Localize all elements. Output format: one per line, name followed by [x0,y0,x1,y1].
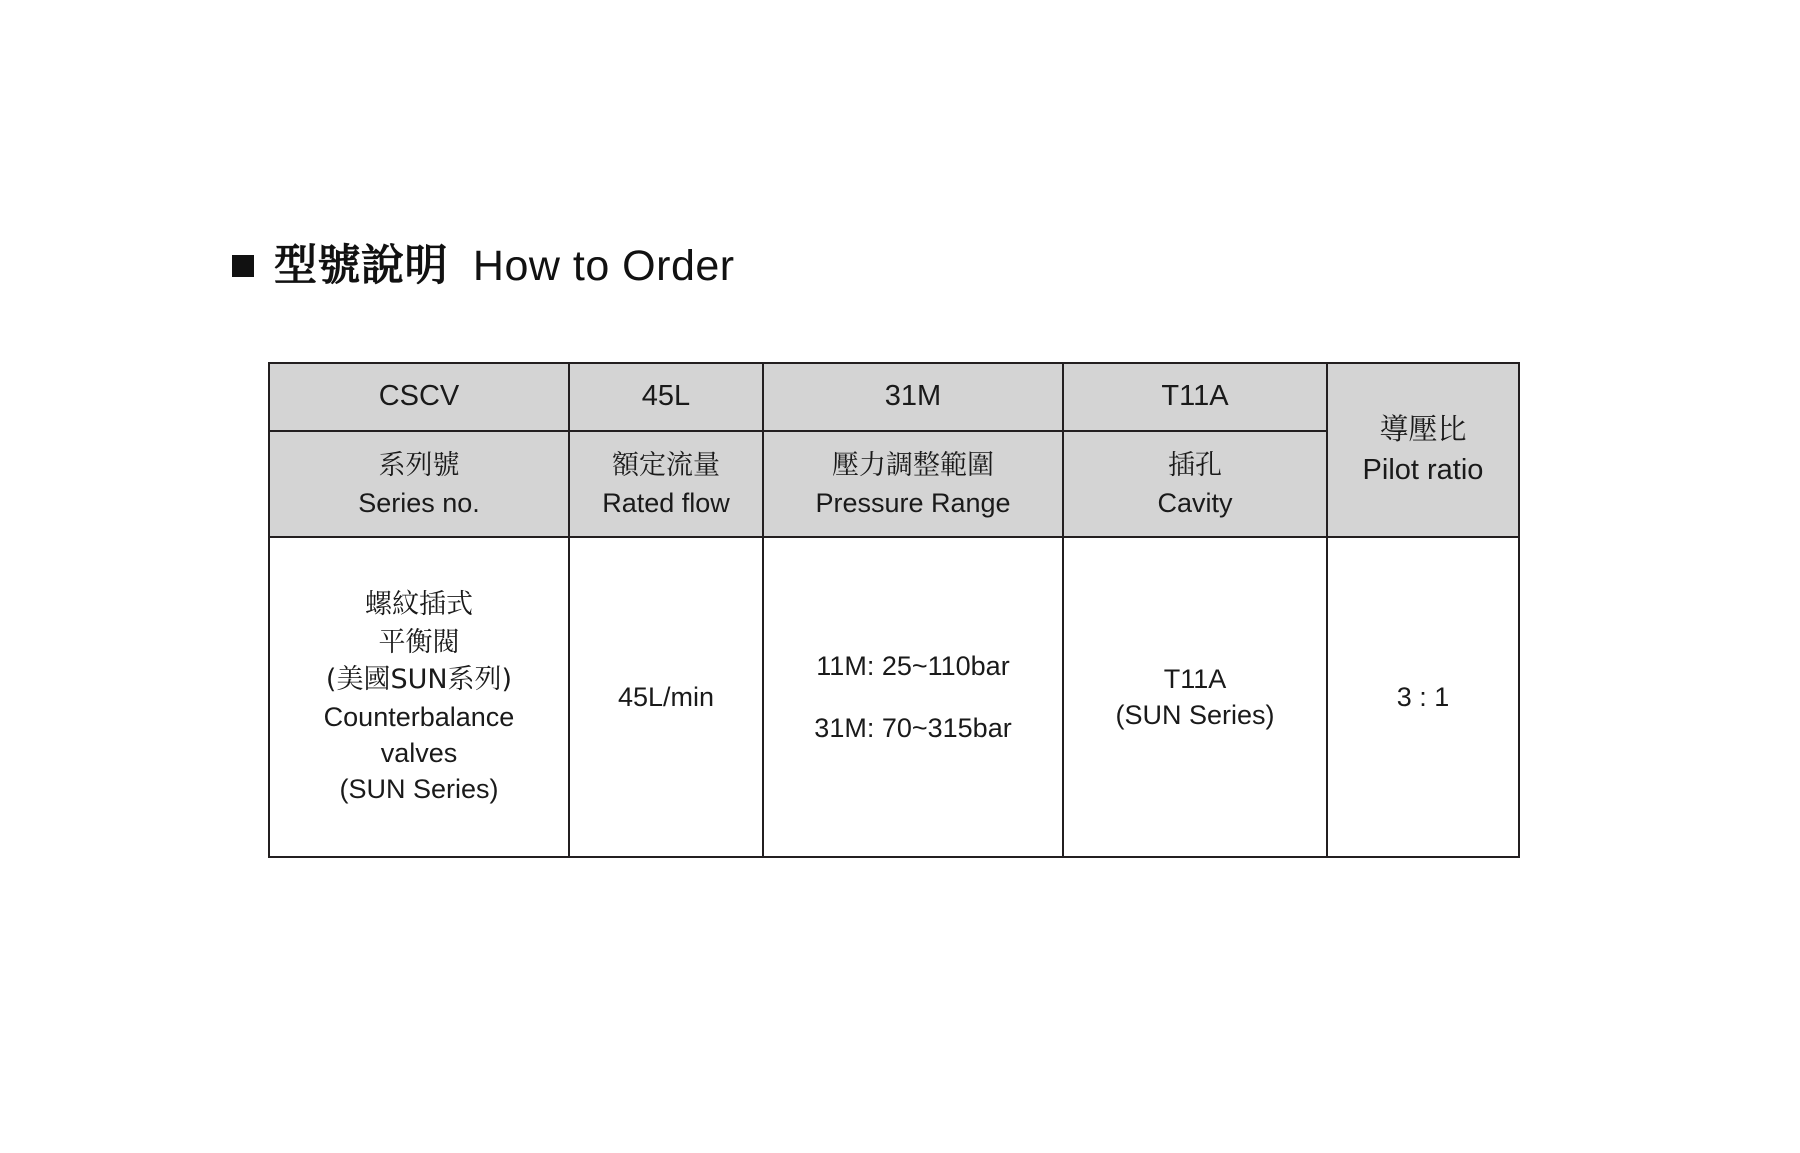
series-value-cn-1: 螺紋插式 [365,589,473,621]
page-title-english: How to Order [472,242,735,290]
header-cell-series [269,431,569,537]
header-cell-rated-flow [569,431,763,537]
value-cell-rated-flow: 45L/min [569,537,763,857]
code-cell-pressure: 31M [763,363,1063,431]
series-value-en-3: (SUN Series) [339,774,499,805]
cavity-value-series: (SUN Series) [1115,700,1275,730]
header-cell-pilot-ratio [1327,363,1519,537]
section-heading [232,232,735,293]
how-to-order-table [268,362,1520,858]
series-label-cn: 系列號 [378,450,460,482]
code-cell-cavity: T11A [1063,363,1327,431]
value-cell-pressure-range [763,537,1063,857]
square-bullet-icon [232,255,254,277]
pilot-ratio-label-cn: 導壓比 [1379,412,1467,447]
pressure-range-label-en: Pressure Range [815,487,1011,518]
series-value-cn-3: (美國SUN系列) [325,664,513,696]
series-value-en-2: valves [380,737,458,768]
cavity-label-cn: 插孔 [1168,450,1222,482]
cavity-label-en: Cavity [1157,487,1233,518]
page-title [274,232,735,293]
series-value-cn-2: 平衡閥 [378,626,460,658]
table-row-values [269,537,1519,857]
value-cell-series [269,537,569,857]
value-cell-pilot-ratio: 3 : 1 [1327,537,1519,857]
series-label-en: Series no. [358,487,480,518]
pressure-range-spacer [772,684,1054,710]
pressure-range-value-2: 31M: 70~315bar [814,713,1012,743]
series-value-en-1: Counterbalance [323,701,515,732]
cavity-value-code: T11A [1163,663,1227,694]
pressure-range-value-1: 11M: 25~110bar [816,650,1010,681]
rated-flow-label-cn: 額定流量 [612,450,720,482]
rated-flow-label-en: Rated flow [602,487,730,518]
page-title-chinese: 型號說明 [274,241,448,291]
pilot-ratio-label-en: Pilot ratio [1362,453,1484,486]
value-cell-cavity [1063,537,1327,857]
pressure-range-label-cn: 壓力調整範圍 [832,450,994,482]
header-cell-pressure-range [763,431,1063,537]
table-row-codes [269,363,1519,431]
code-cell-series: CSCV [269,363,569,431]
header-cell-cavity [1063,431,1327,537]
code-cell-flow: 45L [569,363,763,431]
